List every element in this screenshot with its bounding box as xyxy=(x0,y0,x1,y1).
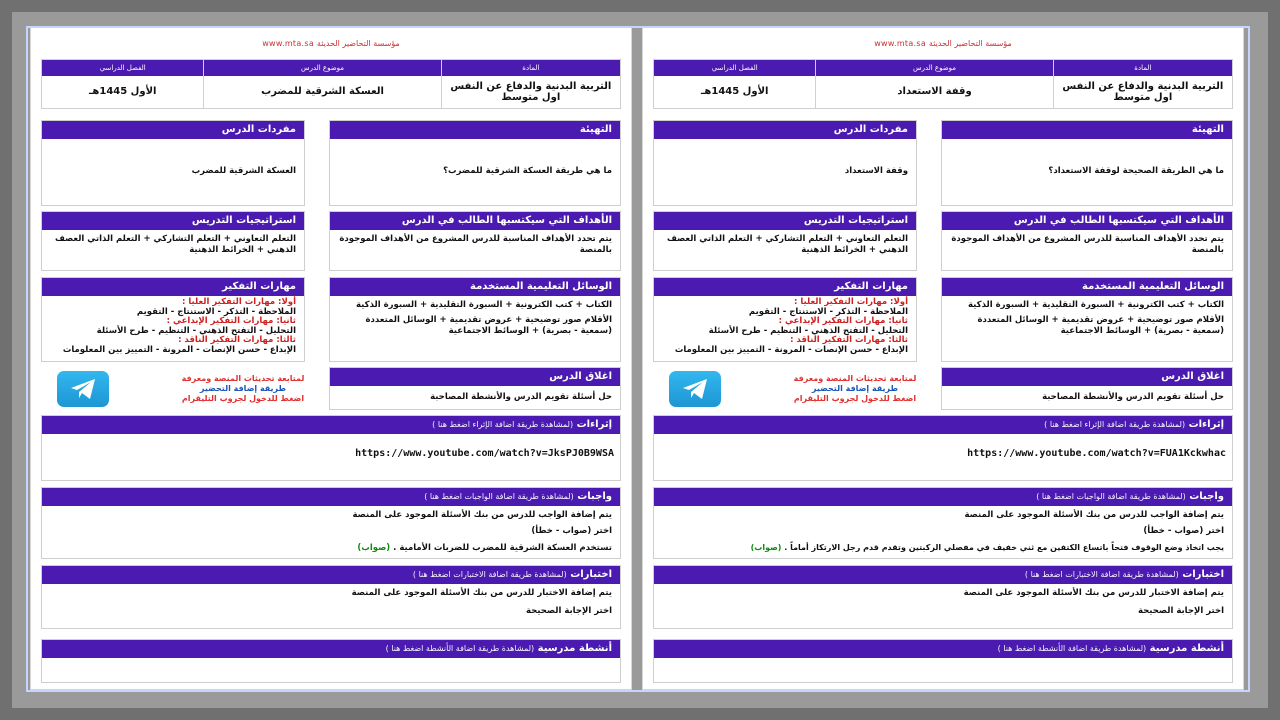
enrichment-section xyxy=(653,415,1233,481)
enrichment-hint-link[interactable]: (لمشاهدة طريقة اضافة الإثراء اضغط هنا ) xyxy=(1044,420,1186,429)
tests-line-2: اختر الإجابة الصحيحة xyxy=(1138,606,1224,617)
tools-line-1: الكتاب + كتب الكترونية + السبورة التقليدية + السبورة الذكية xyxy=(968,300,1224,310)
activities-title-text: أنشطة مدرسية xyxy=(1149,643,1224,654)
goals-title: الأهداف التي سيكتسبها الطالب في الدرس xyxy=(330,212,620,230)
strategies-title: استراتيجيات التدريس xyxy=(42,212,304,230)
subject-value: التربية البدنية والدفاع عن النفس اول متوسط xyxy=(1062,80,1224,103)
thinking-line-2: الملاحظة - التذكر - الاستنتاج - التقويم xyxy=(136,306,296,317)
youtube-link[interactable]: https://www.youtube.com/watch?v=FUA1Kckwhac xyxy=(967,448,1226,459)
tests-line-2: اختر الإجابة الصحيحة xyxy=(526,606,612,617)
closing-section xyxy=(941,367,1233,410)
homework-question-text: يجب اتخاذ وضع الوقوف فتحاً باتساع الكتفين مع ثني خفيف في مفصلي الركبتين وتقدم قدم رجل الارتكاز أماماً . xyxy=(784,543,1224,553)
activities-title-text: أنشطة مدرسية xyxy=(537,643,612,654)
vocab-section xyxy=(653,120,917,206)
tests-line-1: يتم إضافة الاختبار للدرس من بنك الأسئلة الموجود على المنصة xyxy=(963,588,1224,598)
enrichment-title-text: إثراءات xyxy=(1188,419,1224,430)
homework-section xyxy=(653,487,1233,559)
tests-title-text: اختبارات xyxy=(570,569,612,580)
activities-section xyxy=(653,639,1233,683)
tests-hint-link[interactable]: (لمشاهدة طريقة اضافة الاختبارات اضغط هنا ) xyxy=(412,570,567,579)
tools-section xyxy=(329,277,621,362)
thinking-line-6: الإبداع - حسن الإنصات - المرونة - التمييز بين المعلومات xyxy=(62,344,296,355)
site-header[interactable]: www.mta.sa مؤسسة التحاضير الحديثة xyxy=(262,39,400,48)
activities-title xyxy=(654,640,1232,658)
subject-label: المادة xyxy=(442,60,620,76)
lesson-header-table xyxy=(41,59,621,109)
thinking-line-3: ثانيا: مهارات التفكير الإبداعي : xyxy=(778,316,908,327)
warmup-title: التهيئة xyxy=(330,121,620,139)
term-label: الفصل الدراسي xyxy=(654,60,815,76)
subject-cell xyxy=(441,60,620,108)
strategies-text: التعلم التعاوني + التعلم التشاركي + التعلم الذاتي العصف الذهني + الخرائط الذهنية xyxy=(666,234,908,256)
telegram-text[interactable] xyxy=(767,374,943,404)
lesson-header-table xyxy=(653,59,1233,109)
telegram-line-2: طريقة إضافة التحضير xyxy=(811,384,899,393)
tests-title-text: اختبارات xyxy=(1182,569,1224,580)
tools-title: الوسائل التعليمية المستخدمة xyxy=(942,278,1232,296)
goals-section xyxy=(941,211,1233,271)
thinking-line-2: الملاحظة - التذكر - الاستنتاج - التقويم xyxy=(748,306,908,317)
tools-section xyxy=(941,277,1233,362)
topic-cell xyxy=(203,60,440,108)
telegram-line-1: لمتابعة تحديثات المنصة ومعرفة xyxy=(793,374,917,383)
term-value: الأول 1445هـ xyxy=(89,86,157,98)
activities-hint-link[interactable]: (لمشاهدة طريقة اضافة الأنشطة اضغط هنا ) xyxy=(997,644,1147,653)
term-value: الأول 1445هـ xyxy=(701,86,769,98)
warmup-section xyxy=(329,120,621,206)
thinking-line-1: أولا: مهارات التفكير العليا : xyxy=(793,297,908,307)
vocab-title: مفردات الدرس xyxy=(654,121,916,139)
subject-value: التربية البدنية والدفاع عن النفس اول متوسط xyxy=(450,80,612,103)
enrichment-title xyxy=(654,416,1232,434)
homework-section xyxy=(41,487,621,559)
term-cell xyxy=(654,60,815,108)
telegram-icon[interactable] xyxy=(669,371,721,407)
activities-section xyxy=(41,639,621,683)
homework-hint-link[interactable]: (لمشاهدة طريقة اضافة الواجبات اضغط هنا ) xyxy=(424,492,574,501)
thinking-line-4: التحليل - التفتح الذهني - التنظيم - طرح الأسئلة xyxy=(708,325,908,336)
telegram-line-1: لمتابعة تحديثات المنصة ومعرفة xyxy=(181,374,305,383)
site-header[interactable]: www.mta.sa مؤسسة التحاضير الحديثة xyxy=(874,39,1012,48)
goals-text: يتم تحدد الأهداف المناسبة للدرس المشروع من الأهداف الموجودة بالمنصة xyxy=(951,234,1224,256)
tests-title xyxy=(654,566,1232,584)
enrichment-title-text: إثراءات xyxy=(576,419,612,430)
goals-text: يتم تحدد الأهداف المناسبة للدرس المشروع من الأهداف الموجودة بالمنصة xyxy=(339,234,612,256)
strategies-title: استراتيجيات التدريس xyxy=(654,212,916,230)
telegram-line-2: طريقة إضافة التحضير xyxy=(199,384,287,393)
enrichment-hint-link[interactable]: (لمشاهدة طريقة اضافة الإثراء اضغط هنا ) xyxy=(432,420,574,429)
tests-line-1: يتم إضافة الاختبار للدرس من بنك الأسئلة الموجود على المنصة xyxy=(351,588,612,598)
lesson-page-right xyxy=(642,26,1244,690)
topic-cell xyxy=(815,60,1052,108)
vocab-title: مفردات الدرس xyxy=(42,121,304,139)
term-cell xyxy=(42,60,203,108)
homework-hint-link[interactable]: (لمشاهدة طريقة اضافة الواجبات اضغط هنا ) xyxy=(1036,492,1186,501)
activities-hint-link[interactable]: (لمشاهدة طريقة اضافة الأنشطة اضغط هنا ) xyxy=(385,644,535,653)
homework-answer: (صواب) xyxy=(357,543,391,554)
strategies-text: التعلم التعاوني + التعلم التشاركي + التعلم الذاتي العصف الذهني + الخرائط الذهنية xyxy=(54,234,296,256)
telegram-text[interactable] xyxy=(155,374,331,404)
telegram-icon[interactable] xyxy=(57,371,109,407)
topic-label: موضوع الدرس xyxy=(204,60,440,76)
topic-label: موضوع الدرس xyxy=(816,60,1052,76)
tools-title: الوسائل التعليمية المستخدمة xyxy=(330,278,620,296)
homework-question-text: تستخدم العسكة الشرقية للمضرب للضربات الأمامية . xyxy=(393,543,612,554)
vocab-text: العسكة الشرقية للمضرب xyxy=(191,166,296,177)
thinking-line-4: التحليل - التفتح الذهني - التنظيم - طرح الأسئلة xyxy=(96,325,296,336)
closing-title: اغلاق الدرس xyxy=(330,368,620,386)
thinking-line-1: أولا: مهارات التفكير العليا : xyxy=(181,297,296,307)
goals-title: الأهداف التي سيكتسبها الطالب في الدرس xyxy=(942,212,1232,230)
youtube-link[interactable]: https://www.youtube.com/watch?v=JksPJ0B9WSA xyxy=(355,448,614,459)
vocab-section xyxy=(41,120,305,206)
lesson-page-left xyxy=(30,26,632,690)
thinking-skills-section xyxy=(653,277,917,362)
closing-text: حل أسئلة تقويم الدرس والأنشطة المصاحبة xyxy=(430,392,612,402)
closing-text: حل أسئلة تقويم الدرس والأنشطة المصاحبة xyxy=(1042,392,1224,402)
tests-section xyxy=(653,565,1233,629)
tests-title xyxy=(42,566,620,584)
closing-title: اغلاق الدرس xyxy=(942,368,1232,386)
warmup-section xyxy=(941,120,1233,206)
tests-hint-link[interactable]: (لمشاهدة طريقة اضافة الاختبارات اضغط هنا ) xyxy=(1024,570,1179,579)
homework-line-1: يتم إضافة الواجب للدرس من بنك الأسئلة الموجود على المنصة xyxy=(352,510,612,520)
thinking-line-3: ثانيا: مهارات التفكير الإبداعي : xyxy=(166,316,296,327)
subject-label: المادة xyxy=(1054,60,1232,76)
thinking-line-5: ثالثا: مهارات التفكير الناقد : xyxy=(790,335,908,346)
thinking-line-5: ثالثا: مهارات التفكير الناقد : xyxy=(178,335,296,346)
vocab-text: وقفة الاستعداد xyxy=(844,166,908,177)
thinking-line-6: الإبداع - حسن الإنصات - المرونة - التمييز بين المعلومات xyxy=(674,344,908,355)
topic-value: وقفة الاستعداد xyxy=(897,86,972,98)
closing-section xyxy=(329,367,621,410)
telegram-banner[interactable] xyxy=(643,367,943,411)
warmup-text: ما هي طريقة العسكة الشرقية للمضرب؟ xyxy=(443,166,612,177)
telegram-banner[interactable] xyxy=(31,367,331,411)
enrichment-title xyxy=(42,416,620,434)
homework-title-text: واجبات xyxy=(1189,491,1224,502)
tools-line-2: الأقلام صور توضيحية + عروض تقديمية + الوسائل المتعددة (سمعية - بصرية) + الوسائط الاجتماعية xyxy=(977,315,1224,337)
homework-title xyxy=(42,488,620,506)
homework-question xyxy=(42,541,620,558)
goals-section xyxy=(329,211,621,271)
telegram-line-3: اضغط للدخول لجروب التليقرام xyxy=(181,394,305,403)
homework-title xyxy=(654,488,1232,506)
homework-title-text: واجبات xyxy=(577,491,612,502)
telegram-line-3: اضغط للدخول لجروب التليقرام xyxy=(793,394,917,403)
thinking-title: مهارات التفكير xyxy=(654,278,916,296)
warmup-title: التهيئة xyxy=(942,121,1232,139)
subject-cell xyxy=(1053,60,1232,108)
thinking-title: مهارات التفكير xyxy=(42,278,304,296)
tests-section xyxy=(41,565,621,629)
activities-title xyxy=(42,640,620,658)
strategies-section xyxy=(41,211,305,271)
homework-line-2: اختر (صواب - خطأ) xyxy=(531,526,612,537)
thinking-skills-section xyxy=(41,277,305,362)
warmup-text: ما هي الطريقة الصحيحة لوقفة الاستعداد؟ xyxy=(1048,166,1224,177)
tools-line-1: الكتاب + كتب الكترونية + السبورة التقليدية + السبورة الذكية xyxy=(356,300,612,310)
homework-question xyxy=(654,541,1232,557)
enrichment-section xyxy=(41,415,621,481)
homework-line-1: يتم إضافة الواجب للدرس من بنك الأسئلة الموجود على المنصة xyxy=(964,510,1224,520)
homework-line-2: اختر (صواب - خطأ) xyxy=(1143,526,1224,537)
strategies-section xyxy=(653,211,917,271)
tools-line-2: الأقلام صور توضيحية + عروض تقديمية + الوسائل المتعددة (سمعية - بصرية) + الوسائط الاجتماعية xyxy=(365,315,612,337)
topic-value: العسكة الشرقية للمضرب xyxy=(261,86,384,98)
term-label: الفصل الدراسي xyxy=(42,60,203,76)
homework-answer: (صواب) xyxy=(750,543,782,553)
